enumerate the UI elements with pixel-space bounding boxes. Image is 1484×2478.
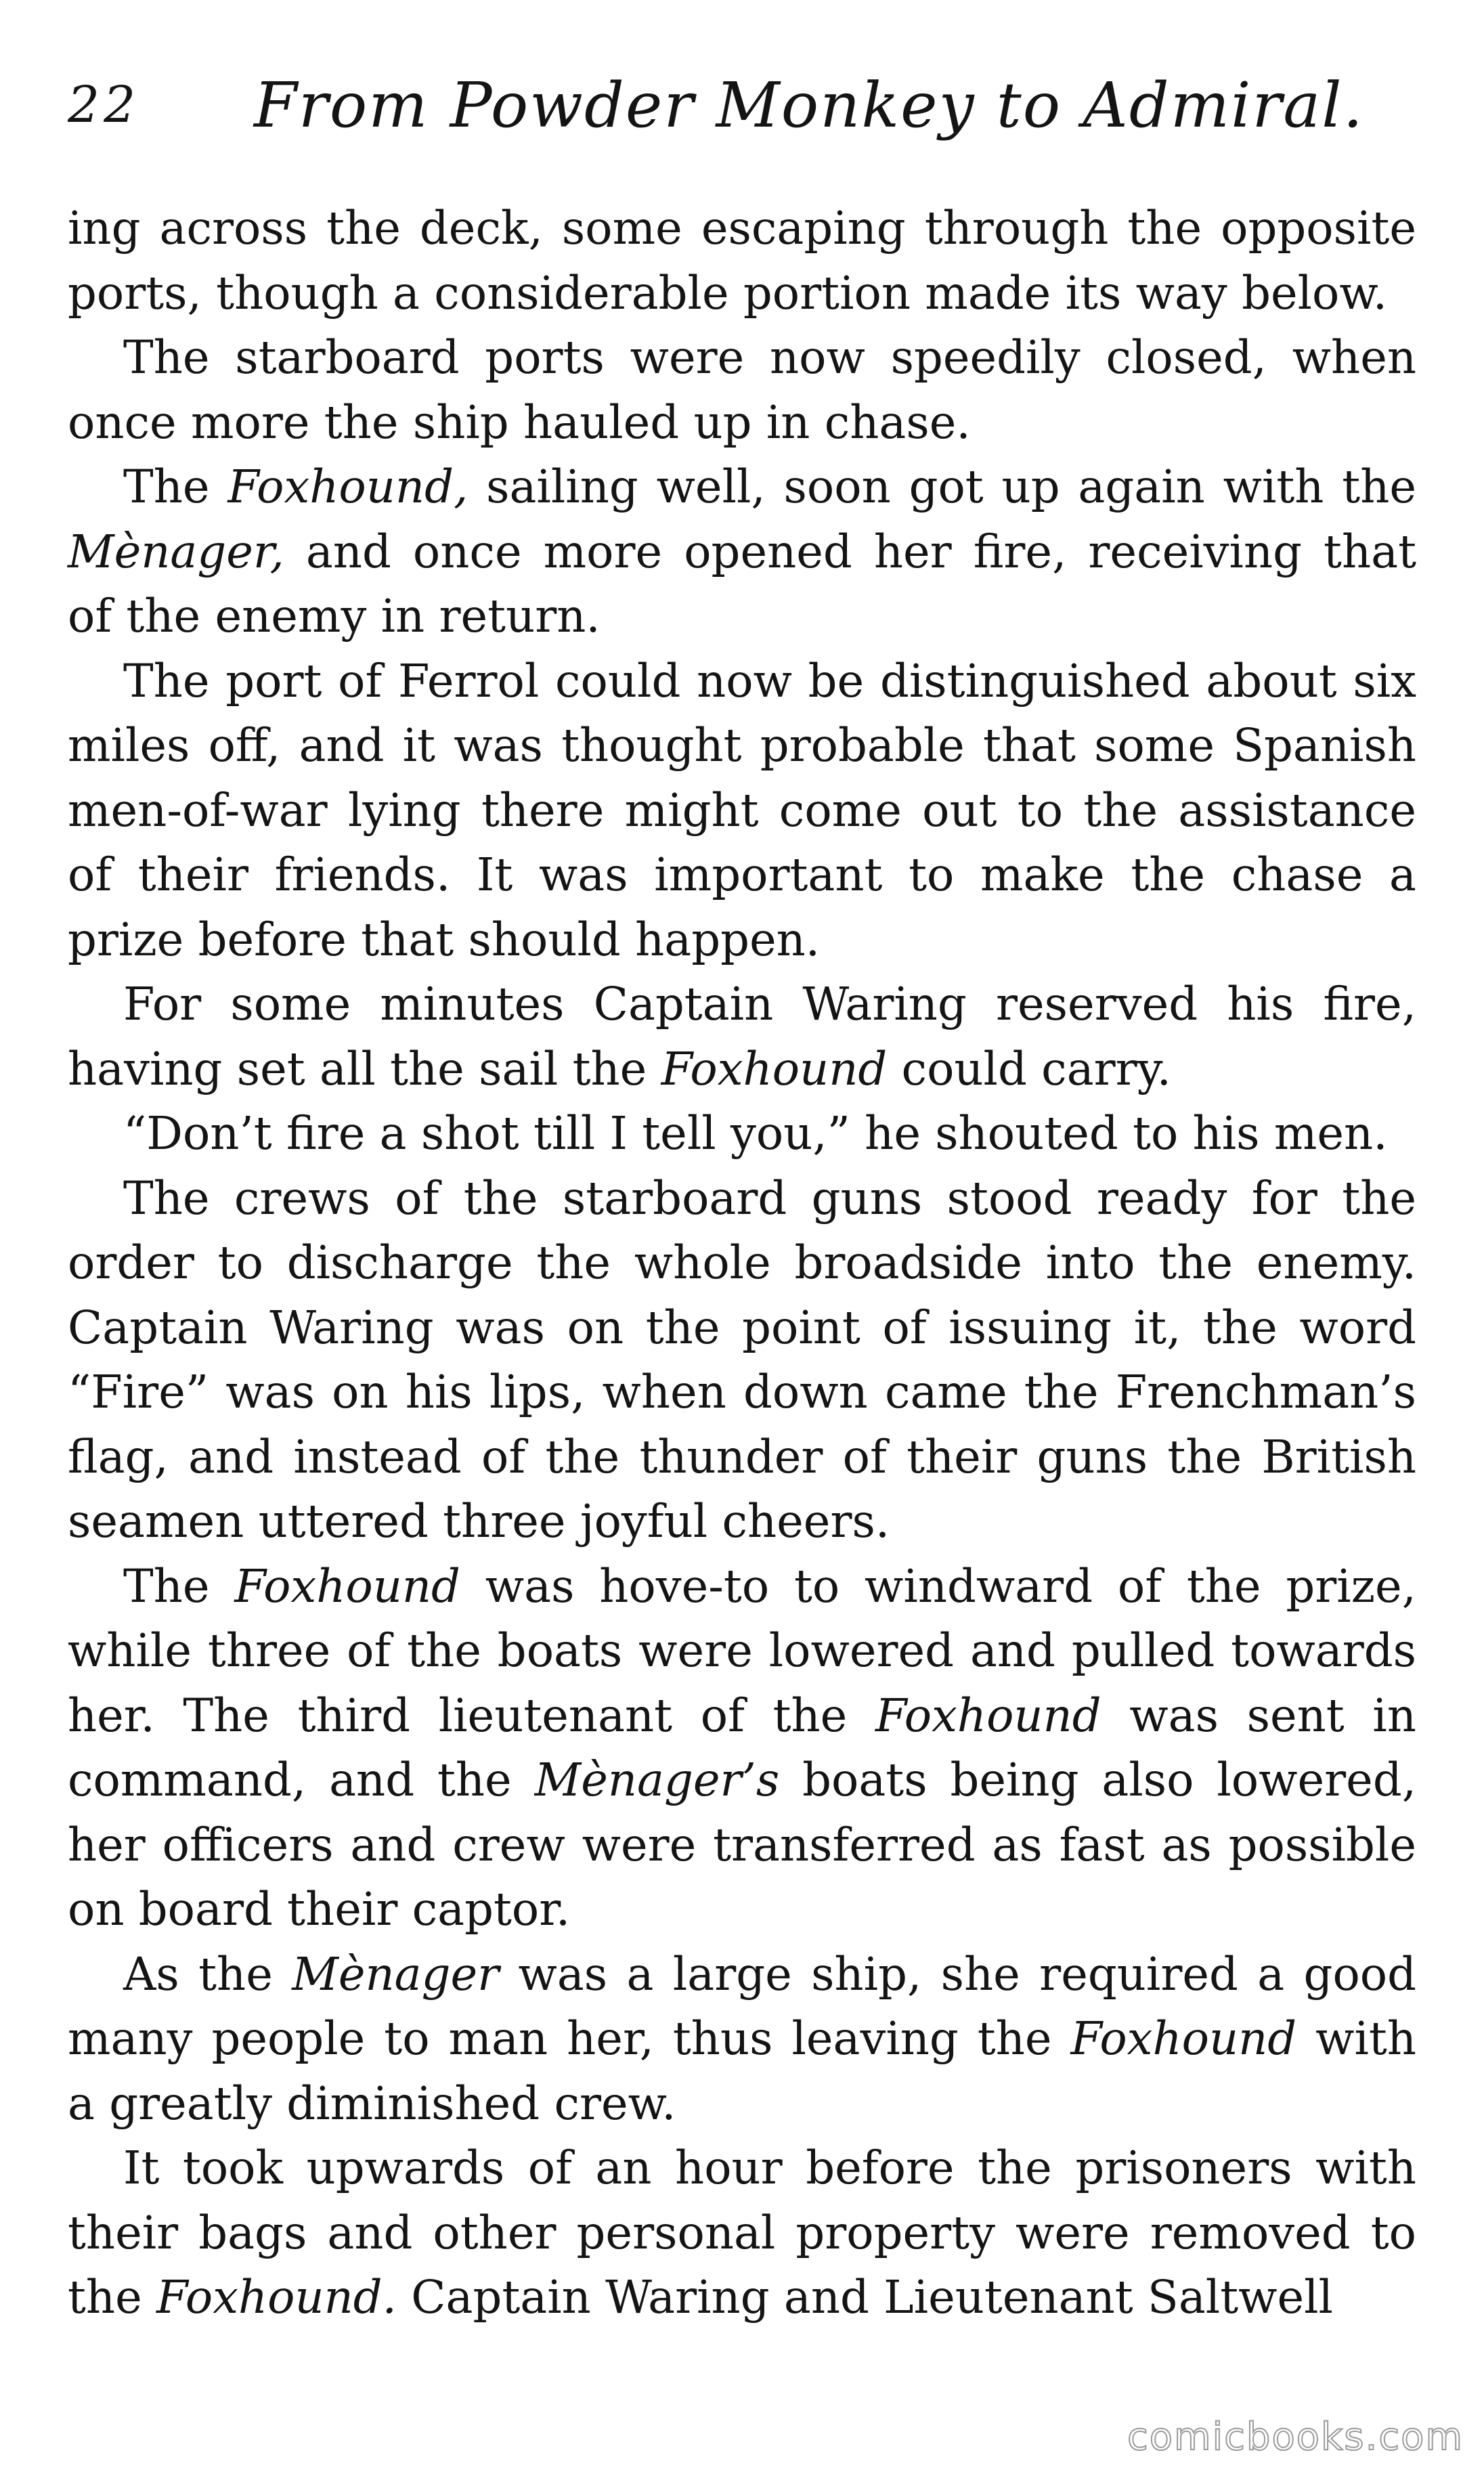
italic-text: Foxhound, [227, 460, 468, 513]
text-segment: was a large ship, she required a good many people to man her, thus leaving the [68, 1947, 1417, 2065]
italic-text: Mènager’s [534, 1754, 780, 1806]
italic-text: Mènager, [68, 525, 284, 578]
text-segment: “Don’t fire a shot till I tell you,” he shouted to his men. [123, 1107, 1388, 1160]
text-segment: The starboard ports were now speedily closed, when once more the ship hauled up in chase. [68, 331, 1416, 449]
text-segment: sailing well, soon got up again with the [468, 460, 1416, 513]
text-segment: ing across the deck, some escaping through the opposite ports, though a considerable portion made its way below. [68, 202, 1416, 320]
italic-text: Foxhound [661, 1042, 888, 1095]
text-segment: with a greatly diminished crew. [68, 2012, 1416, 2130]
text-segment: As the [123, 1947, 292, 2001]
text-segment: was sent in command, and the [68, 1689, 1416, 1806]
text-segment: The [123, 460, 228, 513]
page-number: 22 [68, 76, 140, 134]
body-text [68, 196, 1416, 2330]
text-segment: The [123, 1559, 235, 1613]
paragraph [68, 1102, 1416, 1167]
italic-text: Foxhound [1070, 2012, 1297, 2065]
text-segment: For some minutes Captain Waring reserved his fire, having set all the sail the [68, 978, 1416, 1095]
text-segment: Captain Waring and Lieutenant Saltwell [396, 2271, 1333, 2324]
text-segment: The port of Ferrol could now be distinguished about six miles off, and it was thought probable that some Spanish men-of-war lying there might come out to the assistance of their friends. It was important to make the chase a prize before that should happen. [68, 654, 1416, 966]
paragraph [68, 196, 1416, 326]
running-title: From Powder Monkey to Admiral. [254, 69, 1364, 142]
italic-text: Foxhound [875, 1689, 1101, 1742]
italic-text: Foxhound. [156, 2271, 397, 2324]
paragraph [68, 649, 1416, 973]
paragraph [68, 1555, 1416, 1942]
italic-text: Mènager [292, 1947, 500, 2001]
page-header [68, 62, 1416, 150]
text-segment: It took upwards of an hour before the prisoners with their bags and other personal property were removed to the [68, 2142, 1416, 2324]
watermark: comicbooks.com [1127, 2415, 1464, 2459]
paragraph [68, 972, 1416, 1102]
paragraph [68, 1167, 1416, 1555]
paragraph [68, 2136, 1416, 2330]
italic-text: Foxhound [234, 1559, 460, 1613]
paragraph [68, 455, 1416, 649]
text-segment: was hove-to to windward of the prize, while three of the boats were lowered and pulled towards her. The third lieutenant of the [68, 1559, 1416, 1742]
text-segment: could carry. [887, 1042, 1171, 1095]
paragraph [68, 1942, 1416, 2137]
text-segment: The crews of the starboard guns stood ready for the order to discharge the whole broadside into the enemy. Captain Waring was on the point of issuing it, the word “Fire” was on his lips, when down came the Frenchman’s flag, and instead of the thunder of their guns the British seamen uttered three joyful cheers. [68, 1171, 1416, 1548]
text-segment: and once more opened her fire, receiving that of the enemy in return. [68, 525, 1416, 643]
paragraph [68, 326, 1416, 455]
text-segment: boats being also lowered, her officers and crew were transferred as fast as possible on board their captor. [68, 1754, 1417, 1936]
